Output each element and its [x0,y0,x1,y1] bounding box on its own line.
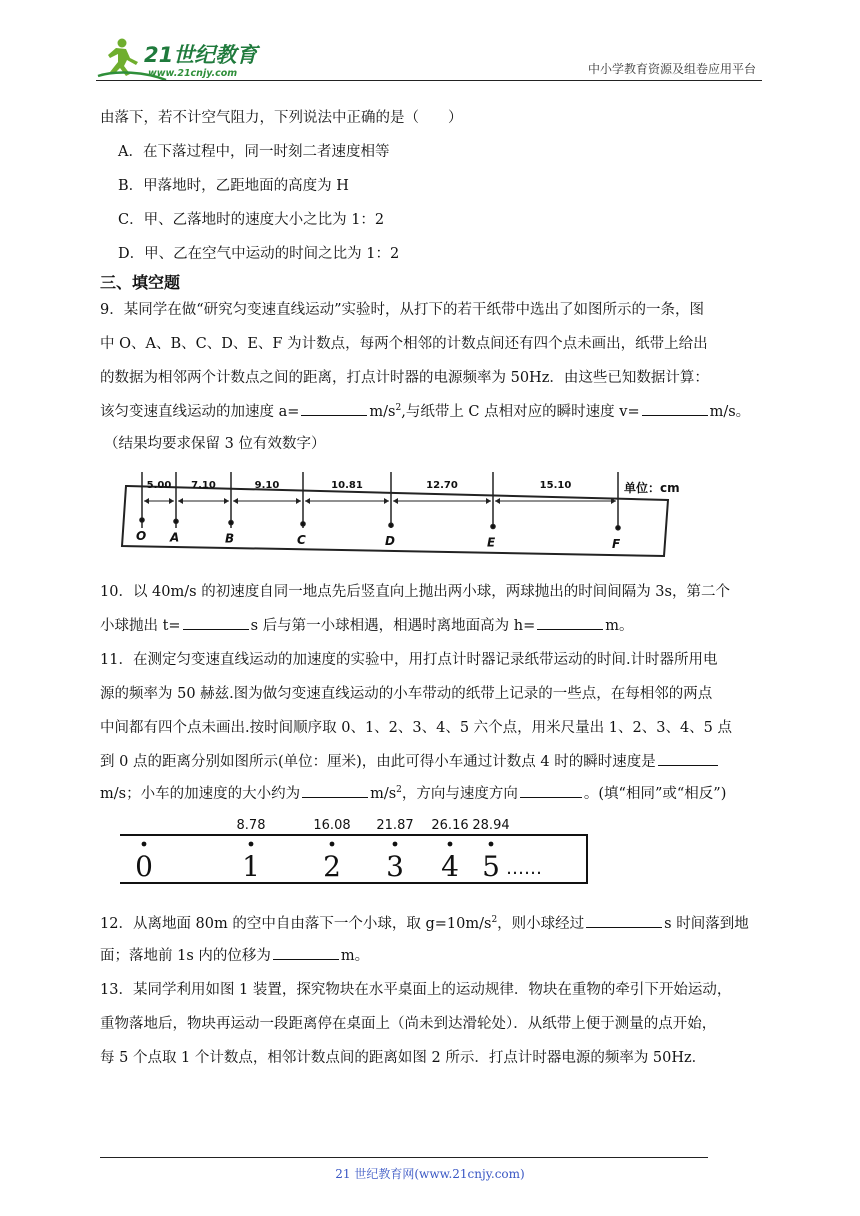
q12-line2-a: 面；落地前 1s 内的位移为 [100,948,271,964]
q9-line3: 的数据为相邻两个计数点之间的距离，打点计时器的电源频率为 50Hz．由这些已知数据计算： [100,370,709,386]
q9-line1: 9．某同学在做“研究匀变速直线运动”实验时，从打下的若干纸带中选出了如图所示的一条，图 [100,302,705,318]
sup: 2 [491,915,498,926]
distance-value: 8.78 [236,818,266,833]
tape-dot [489,842,494,847]
q12-line2-b: m。 [340,948,370,964]
tape-dot [330,842,335,847]
q10-line2 [100,614,634,635]
q11-line2: 源的频率为 50 赫兹.图为做匀变速直线运动的小车带动的纸带上记录的一些点，在每相邻的两点 [100,686,713,702]
q11-line5-a: m/s；小车的加速度的大小约为 [100,786,301,802]
q9-line4 [100,400,750,421]
distance-label: 12.70 [426,480,458,491]
tape-dot [140,518,144,522]
point-label: 1 [242,850,260,883]
header-divider [96,80,762,81]
tape-dot [448,842,453,847]
brand-logo [96,36,266,82]
q11-accel-blank[interactable] [302,782,368,798]
q12-time-blank[interactable] [586,912,662,928]
header-platform-text: 中小学教育资源及组卷应用平台 [587,62,756,76]
q9-unit-v: m/s。 [709,404,751,420]
q11-line5-c: ，方向与速度方向 [401,786,518,802]
distance-label: 15.10 [539,480,572,491]
q12-line2 [100,944,369,965]
q12-line1-c: s 时间落到地 [664,916,749,932]
q12-line1-b: ，则小球经过 [497,916,585,932]
q8-stem: 由落下，若不计空气阻力，下列说法中正确的是（ ） [100,110,463,126]
tape-outline [122,486,668,556]
tape-dot [491,524,495,528]
tape-dot [174,519,178,523]
distance-label: 9.10 [254,480,280,491]
point-label: F [612,536,621,551]
tape-dot [389,523,393,527]
footer-divider [100,1157,708,1158]
point-label: 3 [386,850,404,883]
q9-accel-blank[interactable] [301,400,367,416]
q9-line4-a: 该匀变速直线运动的加速度 a= [100,404,300,420]
q9-line2: 中 O、A、B、C、D、E、F 为计数点，每两个相邻的计数点间还有四个点未画出，纸带上给出 [100,336,708,352]
q12-line1-a: 12．从离地面 80m 的空中自由落下一个小球，取 g=10m/s [100,916,492,932]
q10-height-blank[interactable] [537,614,603,630]
point-label: B [225,531,235,546]
point-label: E [487,535,496,550]
distance-label: 10.81 [331,480,363,491]
distance-value: 26.16 [431,818,469,833]
point-label: O [136,529,147,543]
q11-velocity-blank[interactable] [658,750,718,766]
distance-value: 16.08 [313,818,351,833]
q9-line5: （结果均要求保留 3 位有效数字） [104,436,326,452]
point-label: C [297,532,306,547]
q11-line4 [100,750,720,771]
q10-line1: 10．以 40m/s 的初速度自同一地点先后竖直向上抛出两小球，两球抛出的时间间隔为 3s，第二个 [100,584,730,600]
q11-line1: 11．在测定匀变速直线运动的加速度的实验中，用打点计时器记录纸带运动的时间.计时器所用电 [100,652,718,668]
q10-line2-a: 小球抛出 t= [100,618,181,634]
point-label: 4 [441,850,459,883]
tape-dot [249,842,254,847]
q13-line2: 重物落地后，物块再运动一段距离停在桌面上（尚未到达滑轮处）．从纸带上便于测量的点开始， [100,1016,717,1032]
q13-line1: 13．某同学利用如图 1 装置，探究物块在水平桌面上的运动规律．物块在重物的牵引下开始运动， [100,982,732,998]
logo-text: 21世纪教育 [144,43,258,67]
distance-label: 5.00 [146,480,172,491]
q11-line5 [100,782,726,803]
q9-tape-figure [118,466,680,560]
point-label: 5 [482,850,500,883]
footer-text: 21 世纪教育网(www.21cnjy.com) [335,1167,525,1181]
distance-value: 21.87 [376,818,414,833]
q12-displacement-blank[interactable] [273,944,339,960]
q9-line4-c: ,与纸带上 C 点相对应的瞬时速度 v= [401,404,640,420]
q9-unit-a: m/s [369,404,396,420]
tape-dot [616,526,620,530]
q8-option-c: C．甲、乙落地时的速度大小之比为 1：2 [118,212,385,228]
point-label: 2 [323,850,341,883]
q10-line2-b: s 后与第一小球相遇，相遇时离地面高为 h= [250,618,536,634]
q8-option-b: B．甲落地时，乙距地面的高度为 H [118,178,349,194]
q11-direction-blank[interactable] [520,782,582,798]
q8-option-d: D．甲、乙在空气中运动的时间之比为 1：2 [118,246,400,262]
point-label: A [170,530,180,545]
unit-label: 单位：cm [624,481,680,495]
q11-unit: m/s [370,786,397,802]
section-title: 三、填空题 [100,273,181,292]
q11-line5-d: 。(填“相同”或“相反”) [583,786,727,802]
q10-time-blank[interactable] [183,614,249,630]
sup: 2 [396,785,402,796]
q9-velocity-blank[interactable] [642,400,708,416]
tape-dot [229,520,233,524]
sup: 2 [395,403,402,414]
q8-option-a: A．在下落过程中，同一时刻二者速度相等 [118,144,390,160]
point-label: D [385,534,395,549]
point-label: 0 [135,850,153,883]
tape-dot [142,842,147,847]
distance-label: 7.10 [191,480,216,491]
q12-line1 [100,912,749,933]
q13-line3: 每 5 个点取 1 个计数点，相邻计数点间的距离如图 2 所示．打点计时器电源的频率为 50Hz． [100,1050,707,1066]
q11-tape-figure [118,812,592,888]
tape-dot [301,522,305,526]
distance-value: 28.94 [472,818,510,833]
q10-line2-c: m。 [605,618,634,634]
q11-line4-text: 到 0 点的距离分别如图所示(单位：厘米)，由此可得小车通过计数点 4 时的瞬时速度是 [100,754,656,770]
q11-line3: 中间都有四个点未画出.按时间顺序取 0、1、2、3、4、5 六个点，用米尺量出 1、2、3、4、5 点 [100,720,733,736]
logo-url: www.21cnjy.com [148,68,238,79]
ellipsis: …… [506,858,542,879]
tape-dot [393,842,398,847]
